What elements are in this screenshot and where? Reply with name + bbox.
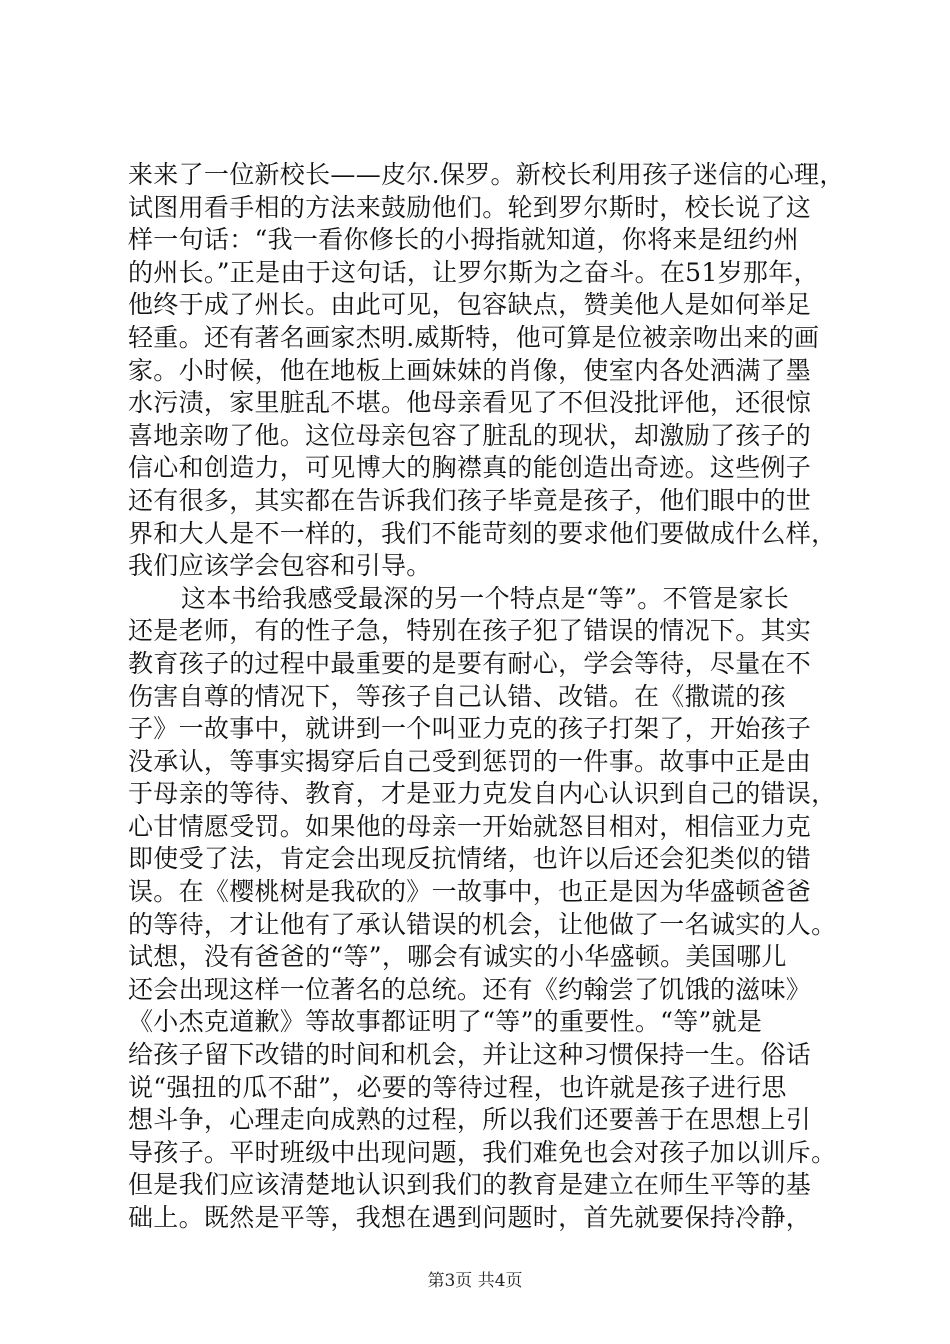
text-line: 还是老师，有的性子急，特别在孩子犯了错误的情况下。其实 [128, 616, 812, 646]
text-line: 样一句话：“我一看你修长的小拇指就知道，你将来是纽约州 [128, 225, 799, 255]
text-line: 他终于成了州长。由此可见，包容缺点，赞美他人是如何举足 [128, 290, 812, 320]
text-line: 的州长。”正是由于这句话，让罗尔斯为之奋斗。在51岁那年， [128, 257, 819, 287]
text-line: 信心和创造力，可见博大的胸襟真的能创造出奇迹。这些例子 [128, 453, 812, 483]
text-line: 水污渍，家里脏乱不堪。他母亲看见了不但没批评他，还很惊 [128, 388, 812, 418]
text-line: 于母亲的等待、教育，才是亚力克发自内心认识到自己的错误， [128, 779, 837, 809]
page-footer [0, 1271, 950, 1291]
text-line: 试图用看手相的方法来鼓励他们。轮到罗尔斯时，校长说了这 [128, 192, 812, 222]
text-line: 导孩子。平时班级中出现问题，我们难免也会对孩子加以训斥。 [128, 1137, 837, 1167]
text-line: 即使受了法，肯定会出现反抗情绪，也许以后还会犯类似的错 [128, 844, 812, 874]
text-line: 来来了一位新校长——皮尔.保罗。新校长利用孩子迷信的心理， [128, 160, 845, 189]
paragraph-1 [128, 159, 845, 583]
text-line: 给孩子留下改错的时间和机会，并让这种习惯保持一生。俗话 [128, 1040, 812, 1070]
text-line: 还有很多，其实都在告诉我们孩子毕竟是孩子，他们眼中的世 [128, 485, 812, 515]
text-line: 想斗争，心理走向成熟的过程，所以我们还要善于在思想上引 [128, 1105, 812, 1135]
text-line: 界和大人是不一样的，我们不能苛刻的要求他们要做成什么样， [128, 518, 837, 548]
text-line: 家。小时候，他在地板上画妹妹的肖像，使室内各处洒满了墨 [128, 355, 812, 385]
text-line: 没承认，等事实揭穿后自己受到惩罚的一件事。故事中正是由 [128, 746, 812, 776]
text-line: 础上。既然是平等，我想在遇到问题时，首先就要保持冷静， [128, 1203, 812, 1232]
text-line: 误。在《樱桃树是我砍的》一故事中，也正是因为华盛顿爸爸 [128, 877, 812, 907]
text-line: 还会出现这样一位著名的总统。还有《约翰尝了饥饿的滋味》 [128, 974, 812, 1004]
text-line: 轻重。还有著名画家杰明.威斯特，他可算是位被亲吻出来的画 [128, 322, 820, 352]
paragraph-2 [128, 583, 837, 1235]
page-number-label: 第3页 共4页 [427, 1271, 523, 1291]
text-line: 说“强扭的瓜不甜”，必要的等待过程，也许就是孩子进行思 [128, 1072, 787, 1102]
text-line: 子》一故事中，就讲到一个叫亚力克的孩子打架了，开始孩子 [128, 714, 812, 744]
text-line: 伤害自尊的情况下，等孩子自己认错、改错。在《撒谎的孩 [128, 681, 786, 711]
text-line: 我们应该学会包容和引导。 [128, 551, 432, 581]
text-line: 喜地亲吻了他。这位母亲包容了脏乱的现状，却激励了孩子的 [128, 420, 812, 450]
text-line: 的等待，才让他有了承认错误的机会，让他做了一名诚实的人。 [128, 909, 837, 939]
text-line: 但是我们应该清楚地认识到我们的教育是建立在师生平等的基 [128, 1170, 812, 1200]
document-body [128, 159, 845, 1235]
text-line: 心甘情愿受罚。如果他的母亲一开始就怒目相对，相信亚力克 [128, 811, 812, 841]
text-line: 《小杰克道歉》等故事都证明了“等”的重要性。“等”就是 [128, 1007, 763, 1037]
text-line: 教育孩子的过程中最重要的是要有耐心，学会等待，尽量在不 [128, 648, 812, 678]
text-line: 试想，没有爸爸的“等”，哪会有诚实的小华盛顿。美国哪儿 [128, 942, 787, 972]
text-line-first: 这本书给我感受最深的另一个特点是“等”。不管是家长 [181, 583, 790, 613]
